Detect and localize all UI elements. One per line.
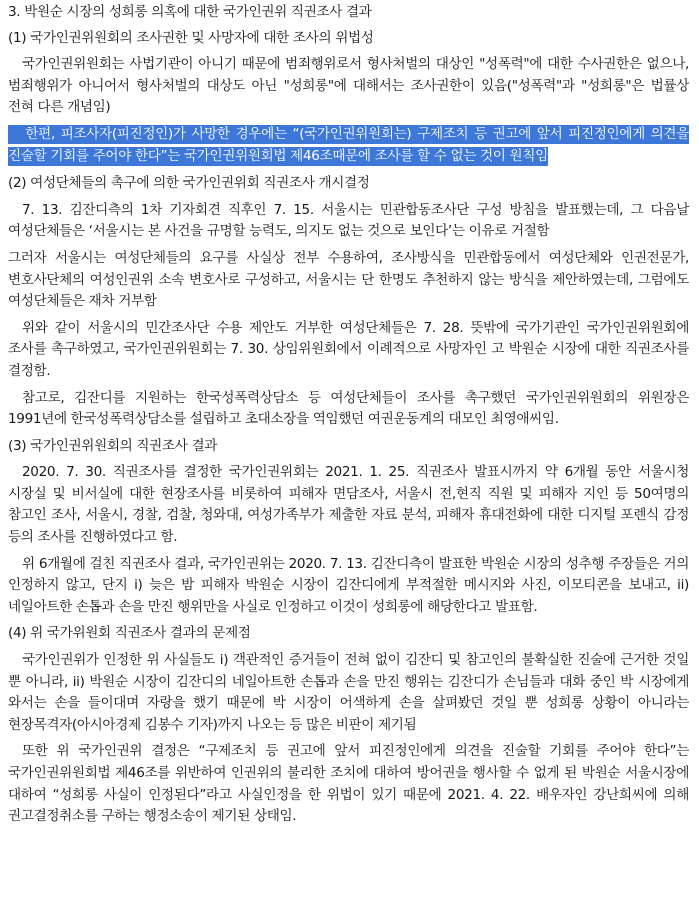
- section-2-paragraph-1: 7. 13. 김잔디측의 1차 기자회견 직후인 7. 15. 서울시는 민관합동조사단 구성 방침을 발표했는데, 그 다음날 여성단체들은 ‘서울시는 본 사건을 규명할 능력도, 의지도 없는 것으로 보인다’는 이유로 거절함: [8, 201, 689, 240]
- section-3-paragraph-1: 2020. 7. 30. 직권조사를 결정한 국가인권위회는 2021. 1. 25. 직권조사 발표시까지 약 6개월 동안 서울시청 시장실 및 비서실에 대한 현장조사를 비롯하여 피해자 면담조사, 서울시 전,현직 직원 및 피해자 지인 등 50여명의 참고인 조사, 서울시, 경찰, 검찰, 청와대, 여성가족부가 제출한 자료 분석, 피해자 휴대전화에 대한 디지털 포렌식 감정 등의 조사를 진행하였다고 함.: [8, 464, 689, 546]
- document-heading: 3. 박원순 시장의 성희롱 의혹에 대한 국가인권위 직권조사 결과: [8, 4, 372, 20]
- section-2-paragraph-2: 그러자 서울시는 여성단체들의 요구를 사실상 전부 수용하여, 조사방식을 민관합동에서 여성단체와 인권전문가, 변호사단체의 여성인권위 소속 변호사로 구성하고, 서울시는 단 한명도 추천하지 않는 방식을 제안하였는데, 그럼에도 여성단체들은 재차 거부함: [8, 249, 689, 310]
- section-4-title: (4) 위 국가위원회 직권조사 결과의 문제점: [8, 625, 251, 642]
- section-2-title: (2) 여성단체들의 촉구에 의한 국가인권위회 직권조사 개시결정: [8, 175, 370, 192]
- section-1-paragraph-1: 국가인권위원회는 사법기관이 아니기 때문에 범죄행위로서 형사처벌의 대상인 "성폭력"에 대한 수사권한은 없으나, 범죄행위가 아니어서 형사처벌의 대상도 아닌 "성희롱"에 대해서는 조사권한이 있음("성폭력"과 "성희롱"은 법률상 전혀 다른 개념임): [8, 56, 689, 116]
- text-selection[interactable]: [8, 125, 689, 166]
- section-4-paragraph-1: 국가인권위가 인정한 위 사실들도 i) 객관적인 증거들이 전혀 없이 김잔디 및 참고인의 불확실한 진술에 근거한 것일 뿐 아니라, ii) 박원순 시장이 김잔디의 네일아트한 손톱과 손을 만진 행위는 김잔디가 손님들과 대화 중인 박 시장에게 와서는 손을 들이대며 자랑을 했기 때문에 박 시장이 어색하게 손을 살펴봤던 것일 뿐 성희롱 상황이 아니라는 현장목격자(아시아경제 김봉수 기자)까지 나오는 등 많은 비판이 제기됨: [8, 652, 689, 733]
- highlighted-text: 한편, 피조사자(피진정인)가 사망한 경우에는 “(국가인권위원회는) 구제조치 등 권고에 앞서 피진정인에게 의견을 진술할 기회를 주어야 한다”는 국가인권위원회법 제46조때문에 조사를 할 수 없는 것이 원칙임: [8, 125, 689, 164]
- highlighted-paragraph[interactable]: [8, 124, 689, 167]
- section-2-paragraph-3: 위와 같이 서울시의 민간조사단 수용 제안도 거부한 여성단체들은 7. 28. 뜻밖에 국가기관인 국가인권위원회에 조사를 촉구하였고, 국가인권위원회는 7. 30. 상임위원회에서 이례적으로 사망자인 고 박원순 시장에 대한 직권조사를 결정함.: [8, 319, 689, 379]
- section-3-title: (3) 국가인권위원회의 직권조사 결과: [8, 437, 218, 454]
- section-3-paragraph-2: 위 6개월에 걸친 직권조사 결과, 국가인권위는 2020. 7. 13. 김잔디측이 발표한 박원순 시장의 성추행 주장들은 거의 인정하지 않고, 단지 i) 늦은 밤 피해자 박원순 시장이 김잔디에게 부적절한 메시지와 사진, 이모티콘을 보내고, ii) 네일아트한 손톱과 손을 만진 행위만을 사실로 인정하고 이것이 성희롱에 해당한다고 발표함.: [8, 555, 689, 615]
- section-1-title: (1) 국가인권위원회의 조사권한 및 사망자에 대한 조사의 위법성: [8, 29, 374, 46]
- section-2-paragraph-4: 참고로, 김잔디를 지원하는 한국성폭력상담소 등 여성단체들이 조사를 촉구했던 국가인권위원회의 위원장은 1991년에 한국성폭력상담소를 설립하고 초대소장을 역임했던 여권운동계의 대모인 최영애씨임.: [8, 389, 689, 428]
- section-4-paragraph-2: 또한 위 국가인권위 결정은 “구제조치 등 권고에 앞서 피진정인에게 의견을 진술할 기회를 주어야 한다”는 국가인권위원회법 제46조를 위반하여 인권위의 불리한 조치에 대하여 방어권을 행사할 수 없게 된 박원순 서울시장에 대하여 “성희롱 사실이 인정된다”라고 사실인정을 한 위법이 있기 때문에 2021. 4. 22. 배우자인 강난희씨에 의해 권고결정취소를 구하는 행정소송이 제기된 상태임.: [8, 743, 689, 825]
